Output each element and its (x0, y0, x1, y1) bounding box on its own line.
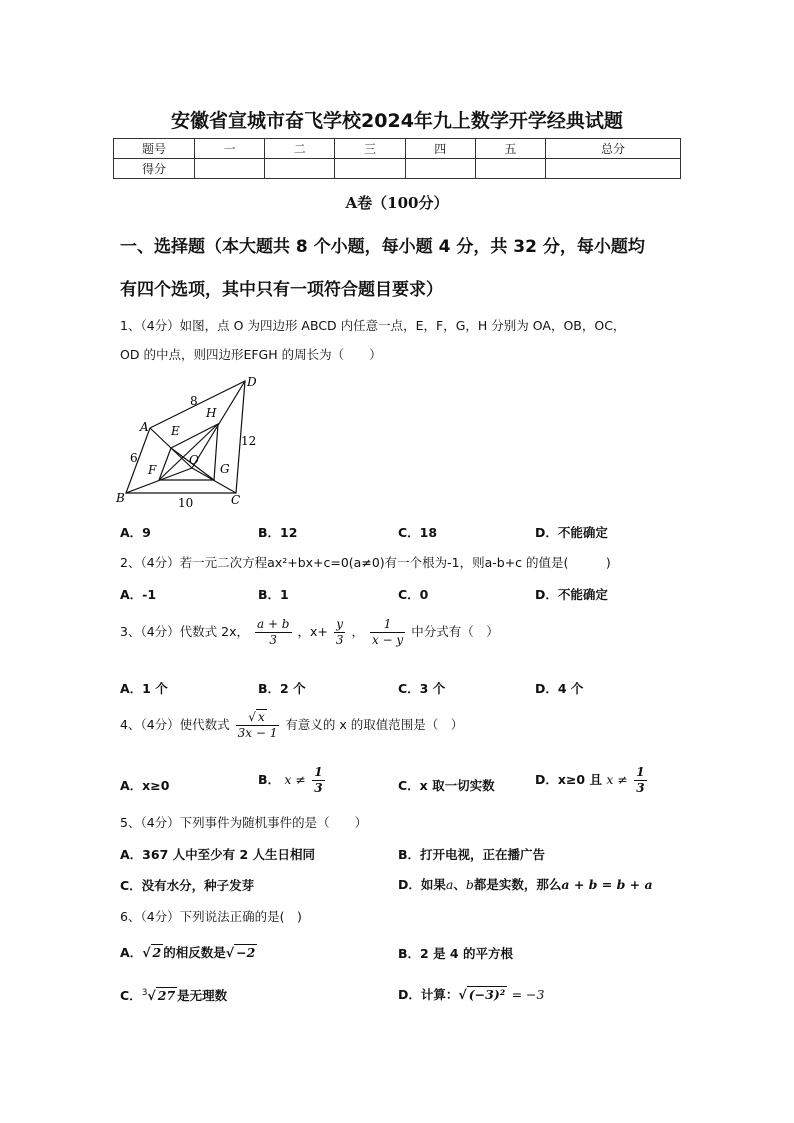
q5-stem: 5、（4分）下列事件为随机事件的是（ ） (120, 815, 368, 830)
length-cd: 12 (241, 434, 257, 448)
option-math: a (445, 877, 454, 892)
quadrilateral-figure (112, 372, 272, 512)
score-input-cell (546, 159, 681, 179)
section-heading-line1: 一、选择题（本大题共 8 个小题，每小题 4 分，共 32 分，每小题均 (120, 237, 645, 257)
q5-option-a: A．367 人中至少有 2 人生日相同 (120, 847, 316, 862)
option-text: 的相反数是 (163, 945, 226, 960)
q6-option-d: D．计算：√ (−3)² = −3 (398, 987, 545, 1002)
quad-abcd (126, 381, 245, 493)
label-e: E (171, 424, 180, 438)
option-letter: C． (120, 988, 142, 1003)
score-input-cell (265, 159, 335, 179)
fraction-denominator: 3 (335, 633, 344, 647)
q2-option-b: B．1 (258, 587, 289, 602)
radicand: (−3)² (468, 987, 506, 1002)
radicand: −2 (236, 945, 256, 960)
label-g: G (220, 462, 230, 476)
option-fraction (634, 765, 646, 796)
fraction-numerator: 1 (370, 617, 405, 633)
fraction-numerator: √ x (236, 710, 280, 726)
fraction-denominator: 3x − 1 (237, 726, 278, 740)
q5-option-b: B．打开电视，正在播广告 (398, 847, 546, 862)
fraction-denominator: x − y (371, 633, 404, 647)
q3-mid: ，x+ (297, 624, 328, 639)
label-f: F (148, 463, 157, 477)
fraction-numerator: y (334, 617, 346, 633)
q5-option-c: C．没有水分，种子发芽 (120, 878, 255, 893)
label-b: B (116, 491, 125, 505)
option-letter: A． (120, 945, 143, 960)
score-cell: 题号 (114, 139, 195, 159)
score-table-header-row (114, 139, 681, 159)
diagonal-fh (159, 424, 218, 480)
score-cell: 一 (195, 139, 265, 159)
option-text: D．如果 (398, 877, 446, 892)
q6-stem: 6、（4分）下列说法正确的是( ) (120, 909, 302, 924)
score-cell: 总分 (546, 139, 681, 159)
score-cell: 得分 (114, 159, 195, 179)
fraction-denominator: 3 (636, 781, 645, 795)
q2-stem: 2、（4分）若一元二次方程ax²+bx+c=0(a≠0)有一个根为-1，则a-b+c 的值是( ) (120, 555, 611, 570)
q1-option-b: B．12 (258, 525, 298, 540)
length-bc: 10 (178, 496, 194, 510)
q6-option-c: C．$^3$√ 27 是无理数 (120, 987, 228, 1003)
q3-fraction-3 (370, 617, 405, 648)
root-index: 3 (141, 987, 148, 998)
q4-option-d (535, 765, 649, 796)
page-title: 安徽省宣城市奋飞学校2024年九上数学开学经典试题 (171, 110, 623, 132)
q3-prefix: 3、（4分）代数式 2x， (120, 624, 249, 639)
option-fraction (312, 765, 324, 796)
q4-option-b (258, 765, 327, 796)
score-input-cell (335, 159, 405, 179)
fraction-numerator: a + b (256, 617, 290, 631)
paper-part-heading: A卷（100分） (345, 194, 449, 212)
option-text: 都是实数，那么 (473, 877, 562, 892)
label-a: A (140, 420, 149, 434)
fraction-denominator: 3 (314, 781, 323, 795)
score-cell: 五 (475, 139, 545, 159)
q3-option-d: D．4 个 (535, 681, 584, 696)
q1-option-d: D．不能确定 (535, 525, 608, 540)
q3-stem (120, 617, 499, 648)
q4-prefix: 4、（4分）使代数式 (120, 717, 230, 732)
q2-option-d: D．不能确定 (535, 587, 608, 602)
score-table-score-row (114, 159, 681, 179)
q4-stem (120, 710, 463, 741)
radicand: 2 (152, 945, 162, 960)
q1-option-c: C．18 (398, 525, 438, 540)
fraction-numerator: 1 (314, 765, 323, 779)
option-math: a + b = b + a (561, 877, 653, 892)
option-letter: B． (258, 772, 281, 787)
section-heading-line2: 有四个选项，其中只有一项符合题目要求） (120, 280, 443, 300)
score-cell: 三 (335, 139, 405, 159)
score-cell: 四 (405, 139, 475, 159)
label-o: O (189, 453, 199, 467)
option-text: 、 (453, 877, 466, 892)
option-text: 是无理数 (177, 988, 228, 1003)
label-c: C (231, 493, 241, 507)
q3-fraction-2 (334, 617, 346, 648)
length-ad: 8 (190, 394, 198, 408)
q3-suffix: 中分式有（ ） (411, 624, 499, 639)
score-input-cell (195, 159, 265, 179)
option-letter: D．计算： (398, 987, 459, 1002)
q3-option-b: B．2 个 (258, 681, 306, 696)
q3-option-a: A．1 个 (120, 681, 168, 696)
length-ab: 6 (130, 451, 138, 465)
q3-fraction-1 (255, 617, 292, 648)
q1-option-a: A．9 (120, 525, 151, 540)
option-math: x ≠ (606, 772, 628, 787)
q5-option-d (398, 875, 653, 893)
score-table (113, 138, 681, 179)
radicand: x (257, 710, 265, 724)
q3-option-c: C．3 个 (398, 681, 446, 696)
q4-fraction (236, 710, 280, 741)
label-h: H (206, 406, 217, 420)
q1-stem-line2: OD 的中点，则四边形EFGH 的周长为（ ） (120, 347, 382, 362)
option-math: b (465, 877, 474, 892)
fraction-denominator: 3 (269, 633, 278, 647)
score-input-cell (475, 159, 545, 179)
q3-separator: ， (351, 624, 364, 639)
radicand: 27 (157, 988, 176, 1003)
q6-option-a: A．√ 2 的相反数是√ −2 (120, 945, 256, 960)
q4-option-c: C．x 取一切实数 (398, 778, 495, 793)
label-d: D (247, 375, 257, 389)
option-math: = −3 (511, 987, 545, 1002)
option-math: x ≠ (284, 772, 306, 787)
q2-option-a: A．-1 (120, 587, 157, 602)
q2-option-c: C．0 (398, 587, 429, 602)
option-letter: D．x≥0 且 (535, 772, 602, 787)
q1-stem-line1: 1、（4分）如图，点 O 为四边形 ABCD 内任意一点，E，F，G，H 分别为 OA，OB，OC， (120, 318, 626, 333)
score-cell: 二 (265, 139, 335, 159)
q6-option-b: B．2 是 4 的平方根 (398, 946, 513, 961)
score-input-cell (405, 159, 475, 179)
q4-suffix: 有意义的 x 的取值范围是（ ） (285, 717, 464, 732)
q4-option-a: A．x≥0 (120, 778, 170, 793)
fraction-numerator: 1 (636, 765, 645, 779)
